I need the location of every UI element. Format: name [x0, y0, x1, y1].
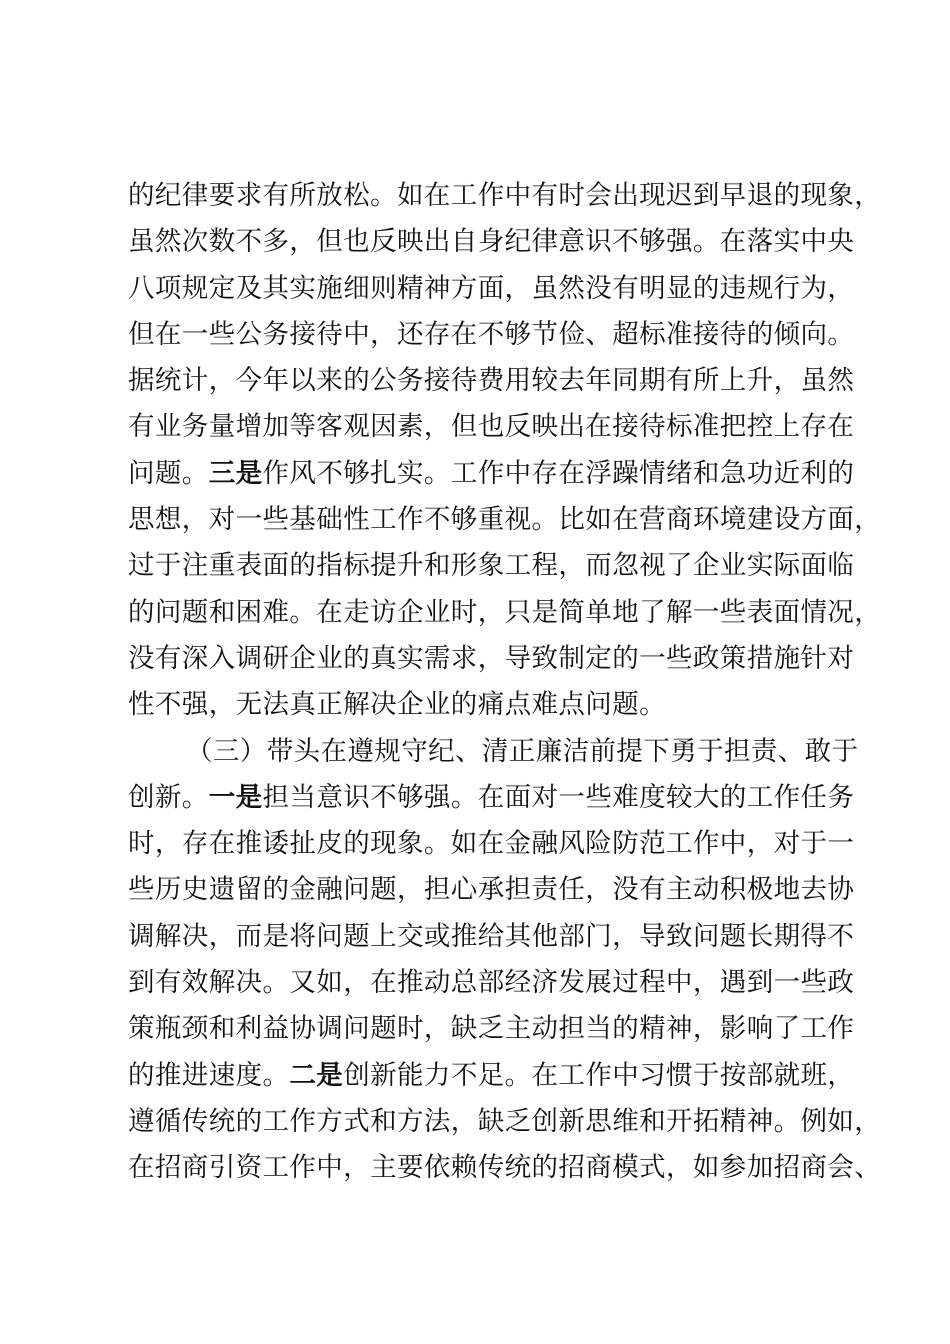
- text-segment: 没有深入调研企业的真实需求，导致制定的一些政策措施针对: [128, 642, 855, 674]
- text-line: [128, 729, 859, 775]
- text-segment: （三）带头在遵规守纪、清正廉洁前提下勇于担责、敢于: [186, 735, 859, 767]
- text-line: [128, 451, 853, 497]
- text-segment: 创新。: [128, 781, 209, 813]
- text-segment: 问题。: [128, 457, 209, 489]
- text-segment: 有业务量增加等客观因素，但也反映出在接待标准把控上存在: [128, 411, 855, 443]
- text-line: [128, 590, 882, 636]
- text-segment: 据统计，今年以来的公务接待费用较去年同期有所上升，虽然: [128, 365, 855, 397]
- text-segment: 些历史遗留的金融问题，担心承担责任，没有主动积极地去协: [128, 874, 855, 906]
- text-segment: 虽然次数不多，但也反映出自身纪律意识不够强。在落实中央: [128, 226, 855, 258]
- text-line: [128, 266, 853, 312]
- text-line: [128, 1145, 882, 1191]
- text-segment: 过于注重表面的指标提升和形象工程，而忽视了企业实际面临: [128, 550, 855, 582]
- text-line: [128, 960, 853, 1006]
- text-segment: 遵循传统的工作方式和方法，缺乏创新思维和开拓精神。例如，: [128, 1105, 882, 1137]
- text-line: [128, 1053, 853, 1099]
- text-segment: 策瓶颈和利益协调问题时，缺乏主动担当的精神，影响了工作: [128, 1013, 855, 1045]
- text-line: [128, 914, 853, 960]
- text-segment: 的推进速度。: [128, 1059, 290, 1091]
- text-segment: 八项规定及其实施细则精神方面，虽然没有明显的违规行为，: [128, 272, 855, 304]
- text-line: [128, 497, 882, 543]
- text-line: [128, 682, 853, 728]
- bold-emphasis: 三是: [208, 457, 263, 489]
- text-line: [128, 173, 882, 219]
- body-text: [128, 173, 882, 1192]
- text-segment: 到有效解决。又如，在推动总部经济发展过程中，遇到一些政: [128, 967, 855, 999]
- text-segment: 在招商引资工作中，主要依赖传统的招商模式，如参加招商会、: [128, 1152, 882, 1184]
- text-segment: 但在一些公务接待中，还存在不够节俭、超标准接待的倾向。: [128, 318, 855, 350]
- text-line: [128, 404, 853, 450]
- text-line: [128, 312, 853, 358]
- text-line: [128, 867, 853, 913]
- text-line: [128, 543, 853, 589]
- text-segment: 时，存在推诿扯皮的现象。如在金融风险防范工作中，对于一: [128, 828, 855, 860]
- text-line: [128, 636, 853, 682]
- text-line: [128, 219, 853, 265]
- text-line: [128, 1006, 853, 1052]
- text-segment: 担当意识不够强。在面对一些难度较大的工作任务: [262, 781, 855, 813]
- text-segment: 创新能力不足。在工作中习惯于按部就班，: [343, 1059, 855, 1091]
- bold-emphasis: 一是: [208, 781, 263, 813]
- text-segment: 作风不够扎实。工作中存在浮躁情绪和急功近利的: [262, 457, 855, 489]
- text-line: [128, 775, 853, 821]
- bold-emphasis: 二是: [289, 1059, 344, 1091]
- text-line: [128, 358, 853, 404]
- text-segment: 的纪律要求有所放松。如在工作中有时会出现迟到早退的现象，: [128, 180, 882, 211]
- text-line: [128, 821, 853, 867]
- text-segment: 思想，对一些基础性工作不够重视。比如在营商环境建设方面，: [128, 504, 882, 536]
- text-line: [128, 1099, 882, 1145]
- text-segment: 的问题和困难。在走访企业时，只是简单地了解一些表面情况，: [128, 596, 882, 628]
- text-segment: 性不强，无法真正解决企业的痛点难点问题。: [128, 689, 666, 721]
- text-segment: 调解决，而是将问题上交或推给其他部门，导致问题长期得不: [128, 920, 855, 952]
